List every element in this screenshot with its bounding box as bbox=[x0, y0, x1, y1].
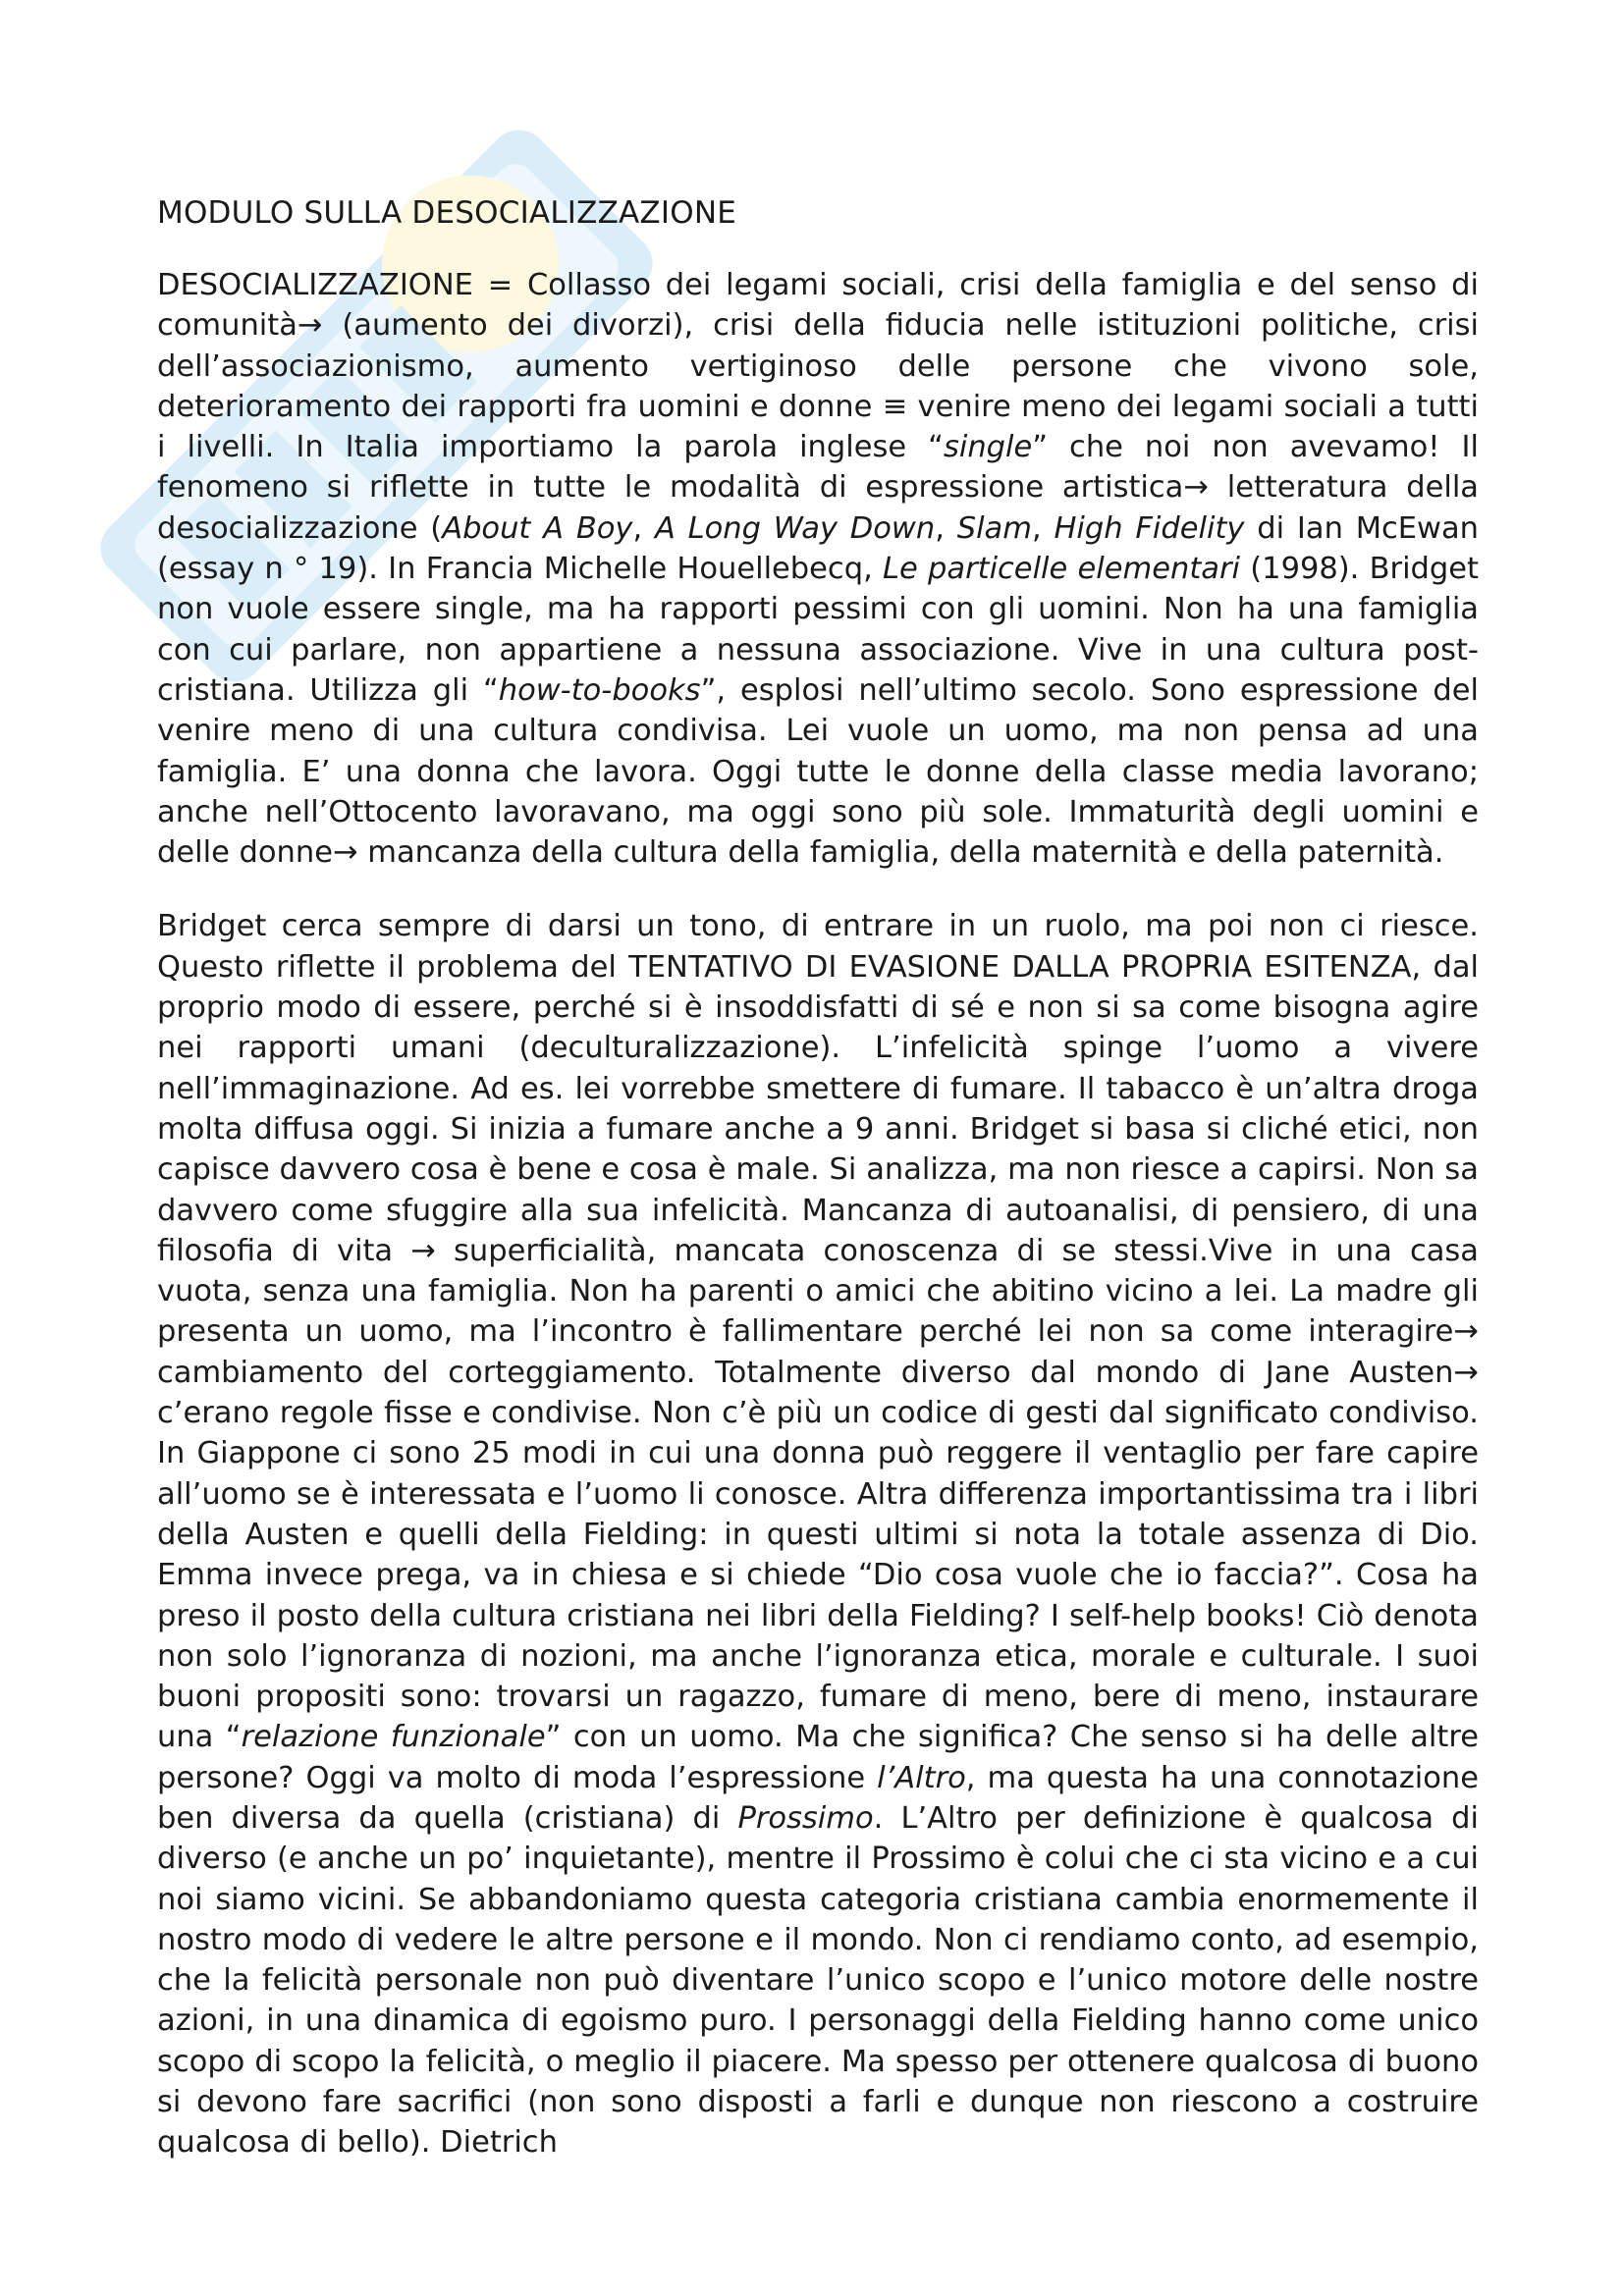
italic-text: Prossimo bbox=[737, 1800, 874, 1836]
italic-text: A Long Way Down bbox=[654, 510, 936, 546]
text-run: . L’Altro per definizione è qualcosa di diverso (e anche un po’ inquietante), mentre il Prossimo è colui che ci sta vicino e a cui noi siamo vicini. Se abbandoniamo questa categoria cristiana cambia enormemente il nostro modo di vedere le altre persone e il mondo. Non ci rendiamo conto, ad esempio, che la felicità personale non può diventare l’unico scopo e l’unico motore delle nostre azioni, in una dinamica di egoismo puro. I personaggi della Fielding hanno come unico scopo di scopo la felicità, o meglio il piacere. Ma spesso per ottenere qualcosa di buono si devono fare sacrifici (non sono disposti a farli e dunque non riescono a costruire qualcosa di bello). Dietrich bbox=[157, 1800, 1479, 2161]
paragraph bbox=[157, 265, 1479, 873]
document-body bbox=[157, 265, 1479, 2163]
text-run: (1998). Bridget non vuole essere single, ma ha rapporti pessimi con gli uomini. Non ha una famiglia con cui parlare, non appartiene a nessuna associazione. Vive in una cultura post-cristiana. Utilizza gli “ bbox=[157, 552, 1480, 708]
text-run: , bbox=[1031, 510, 1055, 546]
paragraph bbox=[157, 906, 1479, 2163]
text-run: di Ian McEwan (essay n ° 19). In Francia Michelle Houellebecq, bbox=[157, 510, 1480, 587]
text-run: DESOCIALIZZAZIONE = Collasso dei legami sociali, crisi della famiglia e del senso di comunità→ (aumento dei divorzi), crisi della fiducia nelle istituzioni politiche, crisi dell’associazionismo, aumento vertiginoso delle persone che vivono sole, deterioramento dei rapporti fra uomini e donne ≡ venire meno dei legami sociali a tutti i livelli. In Italia importiamo la parola inglese “ bbox=[157, 268, 1479, 465]
italic-text: single bbox=[943, 430, 1033, 465]
italic-text: About A Boy bbox=[442, 510, 633, 546]
text-run: ” con un uomo. Ma che significa? Che senso si ha delle altre persone? Oggi va molto di moda l’espressione bbox=[157, 1720, 1479, 1795]
text-run: ”, esplosi nell’ultimo secolo. Sono espressione del venire meno di una cultura condivisa. Lei vuole un uomo, ma non pensa ad una famiglia. E’ una donna che lavora. Oggi tutte le donne della classe media lavorano; anche nell’Ottocento lavoravano, ma oggi sono più sole. Immaturità degli uomini e delle donne→ mancanza della cultura della famiglia, della maternità e della paternità. bbox=[157, 672, 1479, 871]
text-run: ” che noi non avevamo! Il fenomeno si riflette in tutte le modalità di espressione artistica→ letteratura della desocializzazione ( bbox=[157, 430, 1479, 546]
text-run: , bbox=[935, 510, 957, 546]
italic-text: l’Altro bbox=[877, 1760, 966, 1795]
document-title: MODULO SULLA DESOCIALIZZAZIONE bbox=[157, 195, 736, 231]
text-run: , ma questa ha una connotazione ben diversa da quella (cristiana) di bbox=[157, 1760, 1479, 1836]
text-run: Bridget cerca sempre di darsi un tono, di entrare in un ruolo, ma poi non ci riesce. Questo riflette il problema del TENTATIVO DI EVASIONE DALLA PROPRIA ESITENZA, dal proprio modo di essere, perché si è insoddisfatti di sé e non si sa come bisogna agire nei rapporti umani (deculturalizzazione). L’infelicità spinge l’uomo a vivere nell’immaginazione. Ad es. lei vorrebbe smettere di fumare. Il tabacco è un’altra droga molta diffusa oggi. Si inizia a fumare anche a 9 anni. Bridget si basa si cliché etici, non capisce davvero cosa è bene e cosa è male. Si analizza, ma non riesce a capirsi. Non sa davvero come sfuggire alla sua infelicità. Mancanza di autoanalisi, di pensiero, di una filosofia di vita → superficialità, mancata conoscenza di se stessi.Vive in una casa vuota, senza una famiglia. Non ha parenti o amici che abitino vicino a lei. La madre gli presenta un uomo, ma l’incontro è fallimentare perché lei non sa come interagire→ cambiamento del corteggiamento. Totalmente diverso dal mondo di Jane Austen→ c’erano regole fisse e condivise. Non c’è più un codice di gesti dal significato condiviso. In Giappone ci sono 25 modi in cui una donna può reggere il ventaglio per fare capire all’uomo se è interessata e l’uomo li conosce. Altra differenza importantissima tra i libri della Austen e quelli della Fielding: in questi ultimi si nota la totale assenza di Dio. Emma invece prega, va in chiesa e si chiede “Dio cosa vuole che io faccia?”. Cosa ha preso il posto della cultura cristiana nei libri della Fielding? I self-help books! Ciò denota non solo l’ignoranza di nozioni, ma anche l’ignoranza etica, morale e culturale. I suoi buoni propositi sono: trovarsi un ragazzo, fumare di meno, bere di meno, instaurare una “ bbox=[157, 909, 1479, 1755]
italic-text: relazione funzionale bbox=[241, 1720, 546, 1755]
text-run: , bbox=[632, 510, 655, 546]
document-page bbox=[157, 188, 1479, 2163]
italic-text: Slam bbox=[956, 510, 1032, 546]
italic-text: Le particelle elementari bbox=[883, 552, 1241, 587]
italic-text: High Fidelity bbox=[1054, 510, 1245, 546]
italic-text: how-to-books bbox=[498, 672, 701, 708]
